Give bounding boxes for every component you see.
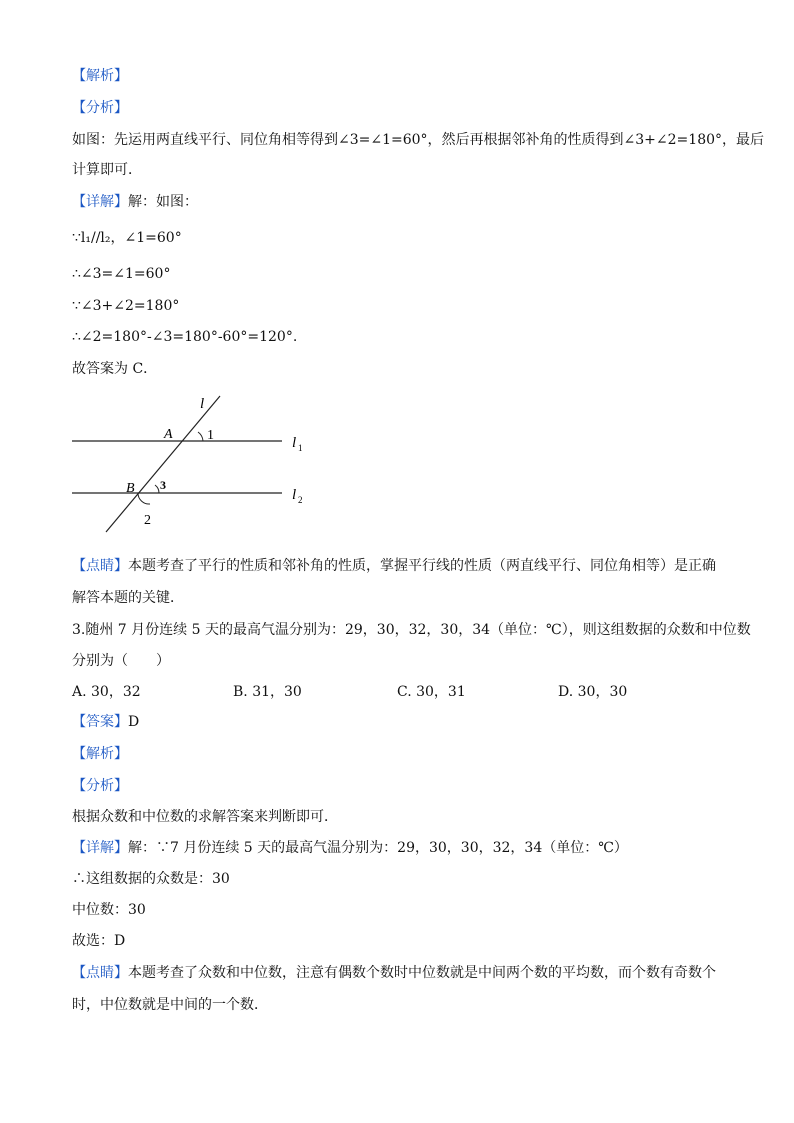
angle-2-arc <box>138 493 150 504</box>
option-c: C. 30，31 <box>397 684 466 700</box>
detail-line <box>72 193 198 211</box>
answer-note: 故答案为 C． <box>72 361 158 377</box>
detail-text-2: 解：∵7 月份连续 5 天的最高气温分别为：29，30，30，32，34（单位：℃） <box>128 840 628 856</box>
mode-line: ∴这组数据的众数是：30 <box>72 871 230 887</box>
comment-2-line-1 <box>72 964 716 982</box>
section-fenxi-label: 【分析】 <box>72 100 128 116</box>
choice-line: 故选：D <box>72 933 126 949</box>
comment-text: 本题考查了平行的性质和邻补角的性质，掌握平行线的性质（两直线平行、同位角相等）是正确 <box>128 558 716 574</box>
comment-2-text: 本题考查了众数和中位数，注意有偶数个数时中位数就是中间两个数的平均数，而个数有奇数个 <box>128 965 716 981</box>
option-b: B. 31，30 <box>233 684 302 700</box>
analysis-line-1: 如图：先运用两直线平行、同位角相等得到∠3=∠1=60°，然后再根据邻补角的性质得到∠3+∠2=180°，最后 <box>72 132 765 148</box>
analysis-2: 根据众数和中位数的求解答案来判断即可． <box>72 809 338 825</box>
detail-line-2 <box>72 839 628 857</box>
angle-1-arc <box>198 432 203 441</box>
section-jiexi-label-2: 【解析】 <box>72 746 128 762</box>
step-3: ∵∠3+∠2=180° <box>72 298 180 314</box>
label-l1-subscript: 1 <box>298 443 303 453</box>
comment-2-label: 【点睛】 <box>72 965 128 981</box>
transversal-l <box>106 396 220 532</box>
parallel-lines-figure <box>70 392 320 537</box>
analysis-line-2: 计算即可． <box>72 162 142 178</box>
step-2: ∴∠3=∠1=60° <box>72 266 171 282</box>
label-b: B <box>126 481 135 496</box>
comment-2-line-2: 时，中位数就是中间的一个数． <box>72 997 268 1013</box>
comment-line-1 <box>72 557 716 575</box>
label-l2-subscript: 2 <box>298 495 303 505</box>
comment-line-2: 解答本题的关键． <box>72 590 184 606</box>
label-angle-1: 1 <box>207 428 214 443</box>
label-angle-3: 3 <box>160 478 166 492</box>
option-a: A. 30，32 <box>72 684 141 700</box>
comment-label: 【点睛】 <box>72 558 128 574</box>
question-3-line-1: 3.随州 7 月份连续 5 天的最高气温分别为：29，30，32，30，34（单位：℃），则这组数据的众数和中位数 <box>72 622 751 638</box>
detail-label: 【详解】 <box>72 194 128 210</box>
section-jiexi-label: 【解析】 <box>72 68 128 84</box>
answer-line <box>72 713 139 731</box>
detail-text: 解：如图： <box>128 194 198 210</box>
label-angle-2: 2 <box>144 513 151 528</box>
question-3-line-2: 分别为（ ） <box>72 653 170 669</box>
answer-value: D <box>128 714 140 730</box>
median-line: 中位数：30 <box>72 902 146 918</box>
option-d: D. 30，30 <box>558 684 628 700</box>
section-fenxi-label-2: 【分析】 <box>72 778 128 794</box>
step-1: ∵l₁//l₂，∠1=60° <box>72 230 182 246</box>
label-l: l <box>200 396 205 412</box>
angle-3-arc <box>155 485 159 493</box>
label-l1: l <box>292 435 297 451</box>
step-4: ∴∠2=180°-∠3=180°-60°=120°. <box>72 329 298 345</box>
label-a: A <box>164 427 173 442</box>
label-l2: l <box>292 487 297 503</box>
answer-label: 【答案】 <box>72 714 128 730</box>
detail-label-2: 【详解】 <box>72 840 128 856</box>
